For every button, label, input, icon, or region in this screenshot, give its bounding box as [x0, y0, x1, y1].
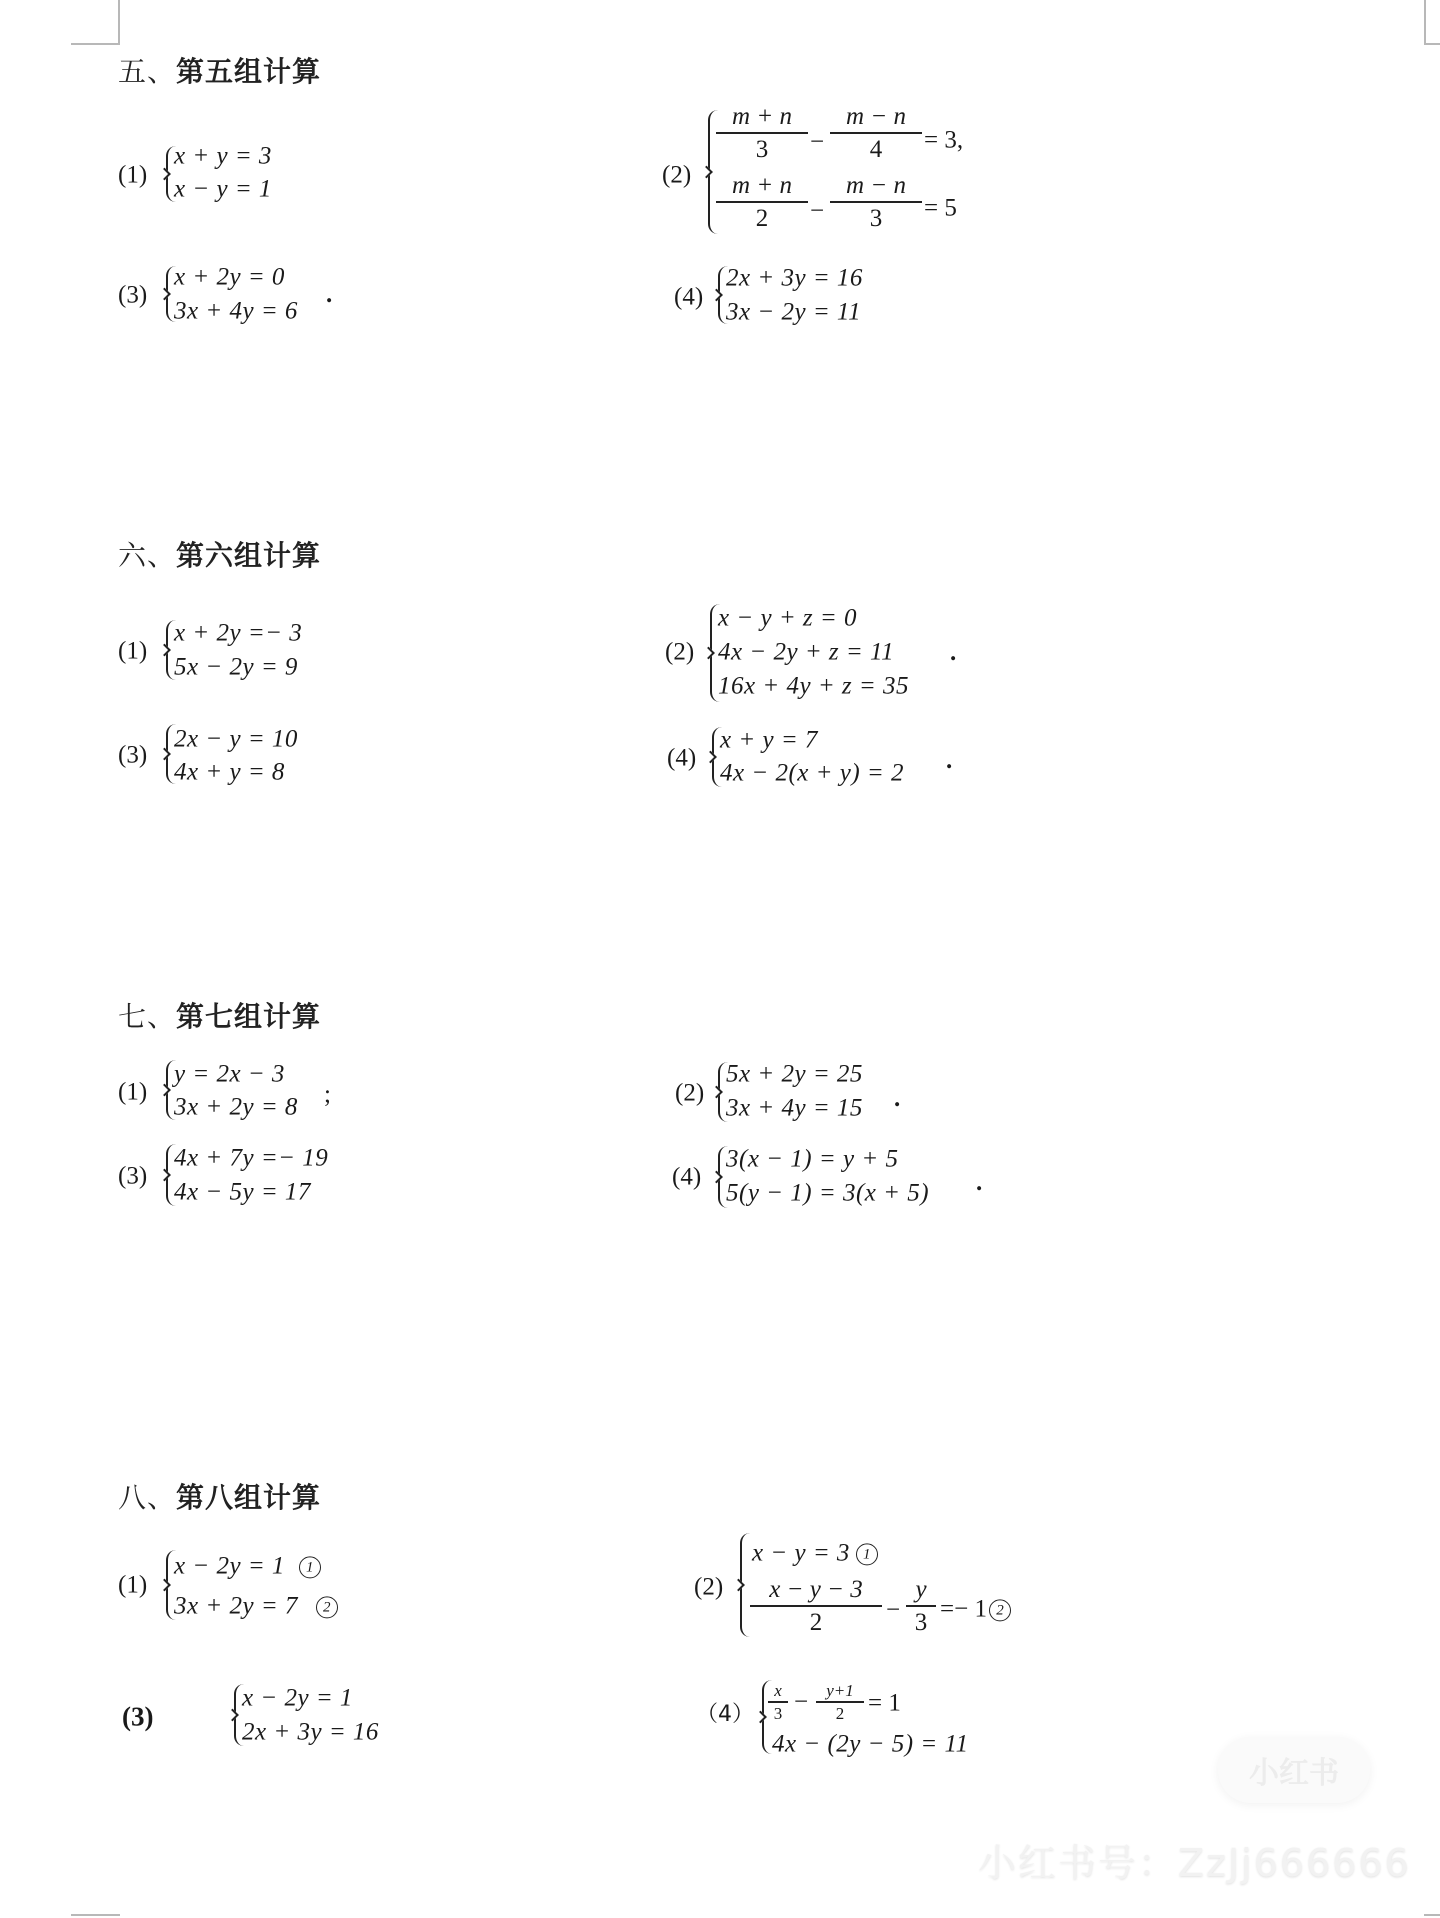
- problem-label: (3): [122, 1701, 154, 1732]
- section-number: 八、: [118, 1481, 177, 1514]
- equation-row: 2x + 3y = 16: [726, 264, 863, 292]
- equation-row: 2x − y = 10: [174, 725, 298, 753]
- period-mark: .: [894, 1085, 901, 1112]
- equation-row: x + 2y = 0: [174, 263, 285, 291]
- fraction: y+1 2: [816, 1682, 864, 1722]
- fraction: m − n 3: [830, 173, 922, 231]
- equation-row: x − 2y = 1: [242, 1684, 353, 1712]
- equation-row: 3x + 2y = 7 2: [174, 1593, 338, 1618]
- equation-row: x + y = 3: [174, 142, 272, 170]
- problem-label: (1): [118, 637, 148, 665]
- section-title: 第八组计算: [176, 1481, 322, 1514]
- crop-mark-bottom-left-h: [71, 1914, 120, 1916]
- equation-row: 16x + 4y + z = 35: [718, 672, 910, 700]
- crop-mark-bottom-right-h: [1424, 1914, 1440, 1916]
- equation-rhs: = 3,: [924, 126, 964, 154]
- fraction: m + n 2: [716, 173, 808, 231]
- section-title: 第五组计算: [176, 55, 322, 88]
- minus-operator: −: [794, 1688, 809, 1716]
- section-heading-8: [118, 1481, 322, 1514]
- section-number: 五、: [118, 55, 177, 88]
- problem-label: (1): [118, 1078, 148, 1106]
- problem-label: (2): [665, 638, 695, 666]
- xiaohongshu-logo-watermark: 小红书: [1218, 1737, 1370, 1803]
- minus-operator: −: [810, 197, 825, 225]
- fraction: x 3: [768, 1682, 788, 1722]
- circled-number-icon: 1: [856, 1544, 878, 1566]
- equation-row: x + 2y =− 3: [174, 619, 303, 647]
- period-mark: .: [976, 1169, 983, 1196]
- equation-row: 3x + 4y = 6: [174, 297, 298, 325]
- equation-row: x − y = 3 1: [752, 1540, 878, 1565]
- equation-row: 5x + 2y = 25: [726, 1060, 863, 1088]
- problem-label: (4): [672, 1163, 702, 1191]
- equation-row: 4x − 2y + z = 11: [718, 638, 895, 666]
- circled-number-icon: 2: [989, 1600, 1011, 1622]
- left-brace-icon: [740, 1533, 750, 1637]
- problem-label: (3): [118, 741, 148, 769]
- crop-mark-top-right-v: [1424, 0, 1426, 43]
- equation-rhs: = 1: [868, 1689, 901, 1717]
- problem-label: （4）: [696, 1702, 754, 1727]
- minus-operator: −: [810, 128, 825, 156]
- equation-row: 3(x − 1) = y + 5: [726, 1145, 899, 1173]
- problem-label: (2): [675, 1079, 705, 1107]
- equation-row: 3x + 4y = 15: [726, 1094, 863, 1122]
- problem-label: (4): [667, 744, 697, 772]
- section-number: 六、: [118, 539, 177, 572]
- semicolon-mark: ;: [324, 1081, 331, 1108]
- equation-row: 4x − 5y = 17: [174, 1178, 311, 1206]
- equation-row: x − 2y = 1 1: [174, 1553, 321, 1578]
- equation-row: 3x + 2y = 8: [174, 1093, 298, 1121]
- fraction: m − n 4: [830, 104, 922, 162]
- equation-row: y = 2x − 3: [174, 1060, 285, 1088]
- minus-operator: −: [886, 1596, 901, 1624]
- problem-label: (3): [118, 281, 148, 309]
- section-title: 第七组计算: [176, 1000, 322, 1033]
- equation-row: 5x − 2y = 9: [174, 653, 298, 681]
- crop-mark-top-right-h: [1424, 43, 1440, 45]
- equation-row: 4x + y = 8: [174, 758, 285, 786]
- equation-row: 2x + 3y = 16: [242, 1718, 379, 1746]
- problem-label: (3): [118, 1162, 148, 1190]
- equation-row: 4x − (2y − 5) = 11: [772, 1730, 969, 1758]
- section-heading-5: [118, 55, 322, 88]
- problem-label: (2): [662, 161, 692, 189]
- equation-row: 5(y − 1) = 3(x + 5): [726, 1179, 930, 1207]
- section-heading-7: [118, 1000, 322, 1033]
- crop-mark-top-left-v: [118, 0, 120, 43]
- section-title: 第六组计算: [176, 539, 322, 572]
- problem-label: (1): [118, 161, 148, 189]
- circled-number-icon: 1: [299, 1557, 321, 1579]
- crop-mark-top-left-h: [71, 43, 120, 45]
- equation-row: 3x − 2y = 11: [726, 298, 862, 326]
- equation-row: x + y = 7: [720, 726, 818, 754]
- equation-row: x − y + z = 0: [718, 604, 858, 632]
- problem-label: (4): [674, 283, 704, 311]
- equation-row: 4x + 7y =− 19: [174, 1144, 329, 1172]
- period-mark: .: [326, 281, 333, 308]
- equation-rhs: = 5: [924, 194, 957, 222]
- fraction: x − y − 3 2: [750, 1577, 882, 1635]
- problem-label: (2): [694, 1573, 724, 1601]
- period-mark: .: [946, 747, 953, 774]
- equation-rhs: =− 1 2: [940, 1596, 1011, 1621]
- equation-row: 4x − 2(x + y) = 2: [720, 759, 905, 787]
- fraction: m + n 3: [716, 104, 808, 162]
- fraction: y 3: [906, 1577, 936, 1635]
- circled-number-icon: 2: [316, 1597, 338, 1619]
- section-number: 七、: [118, 1000, 177, 1033]
- problem-label: (1): [118, 1571, 148, 1599]
- account-id-watermark: 小红书号：ZzJj666666: [978, 1841, 1411, 1885]
- section-heading-6: [118, 539, 322, 572]
- period-mark: .: [950, 639, 957, 666]
- equation-row: x − y = 1: [174, 175, 272, 203]
